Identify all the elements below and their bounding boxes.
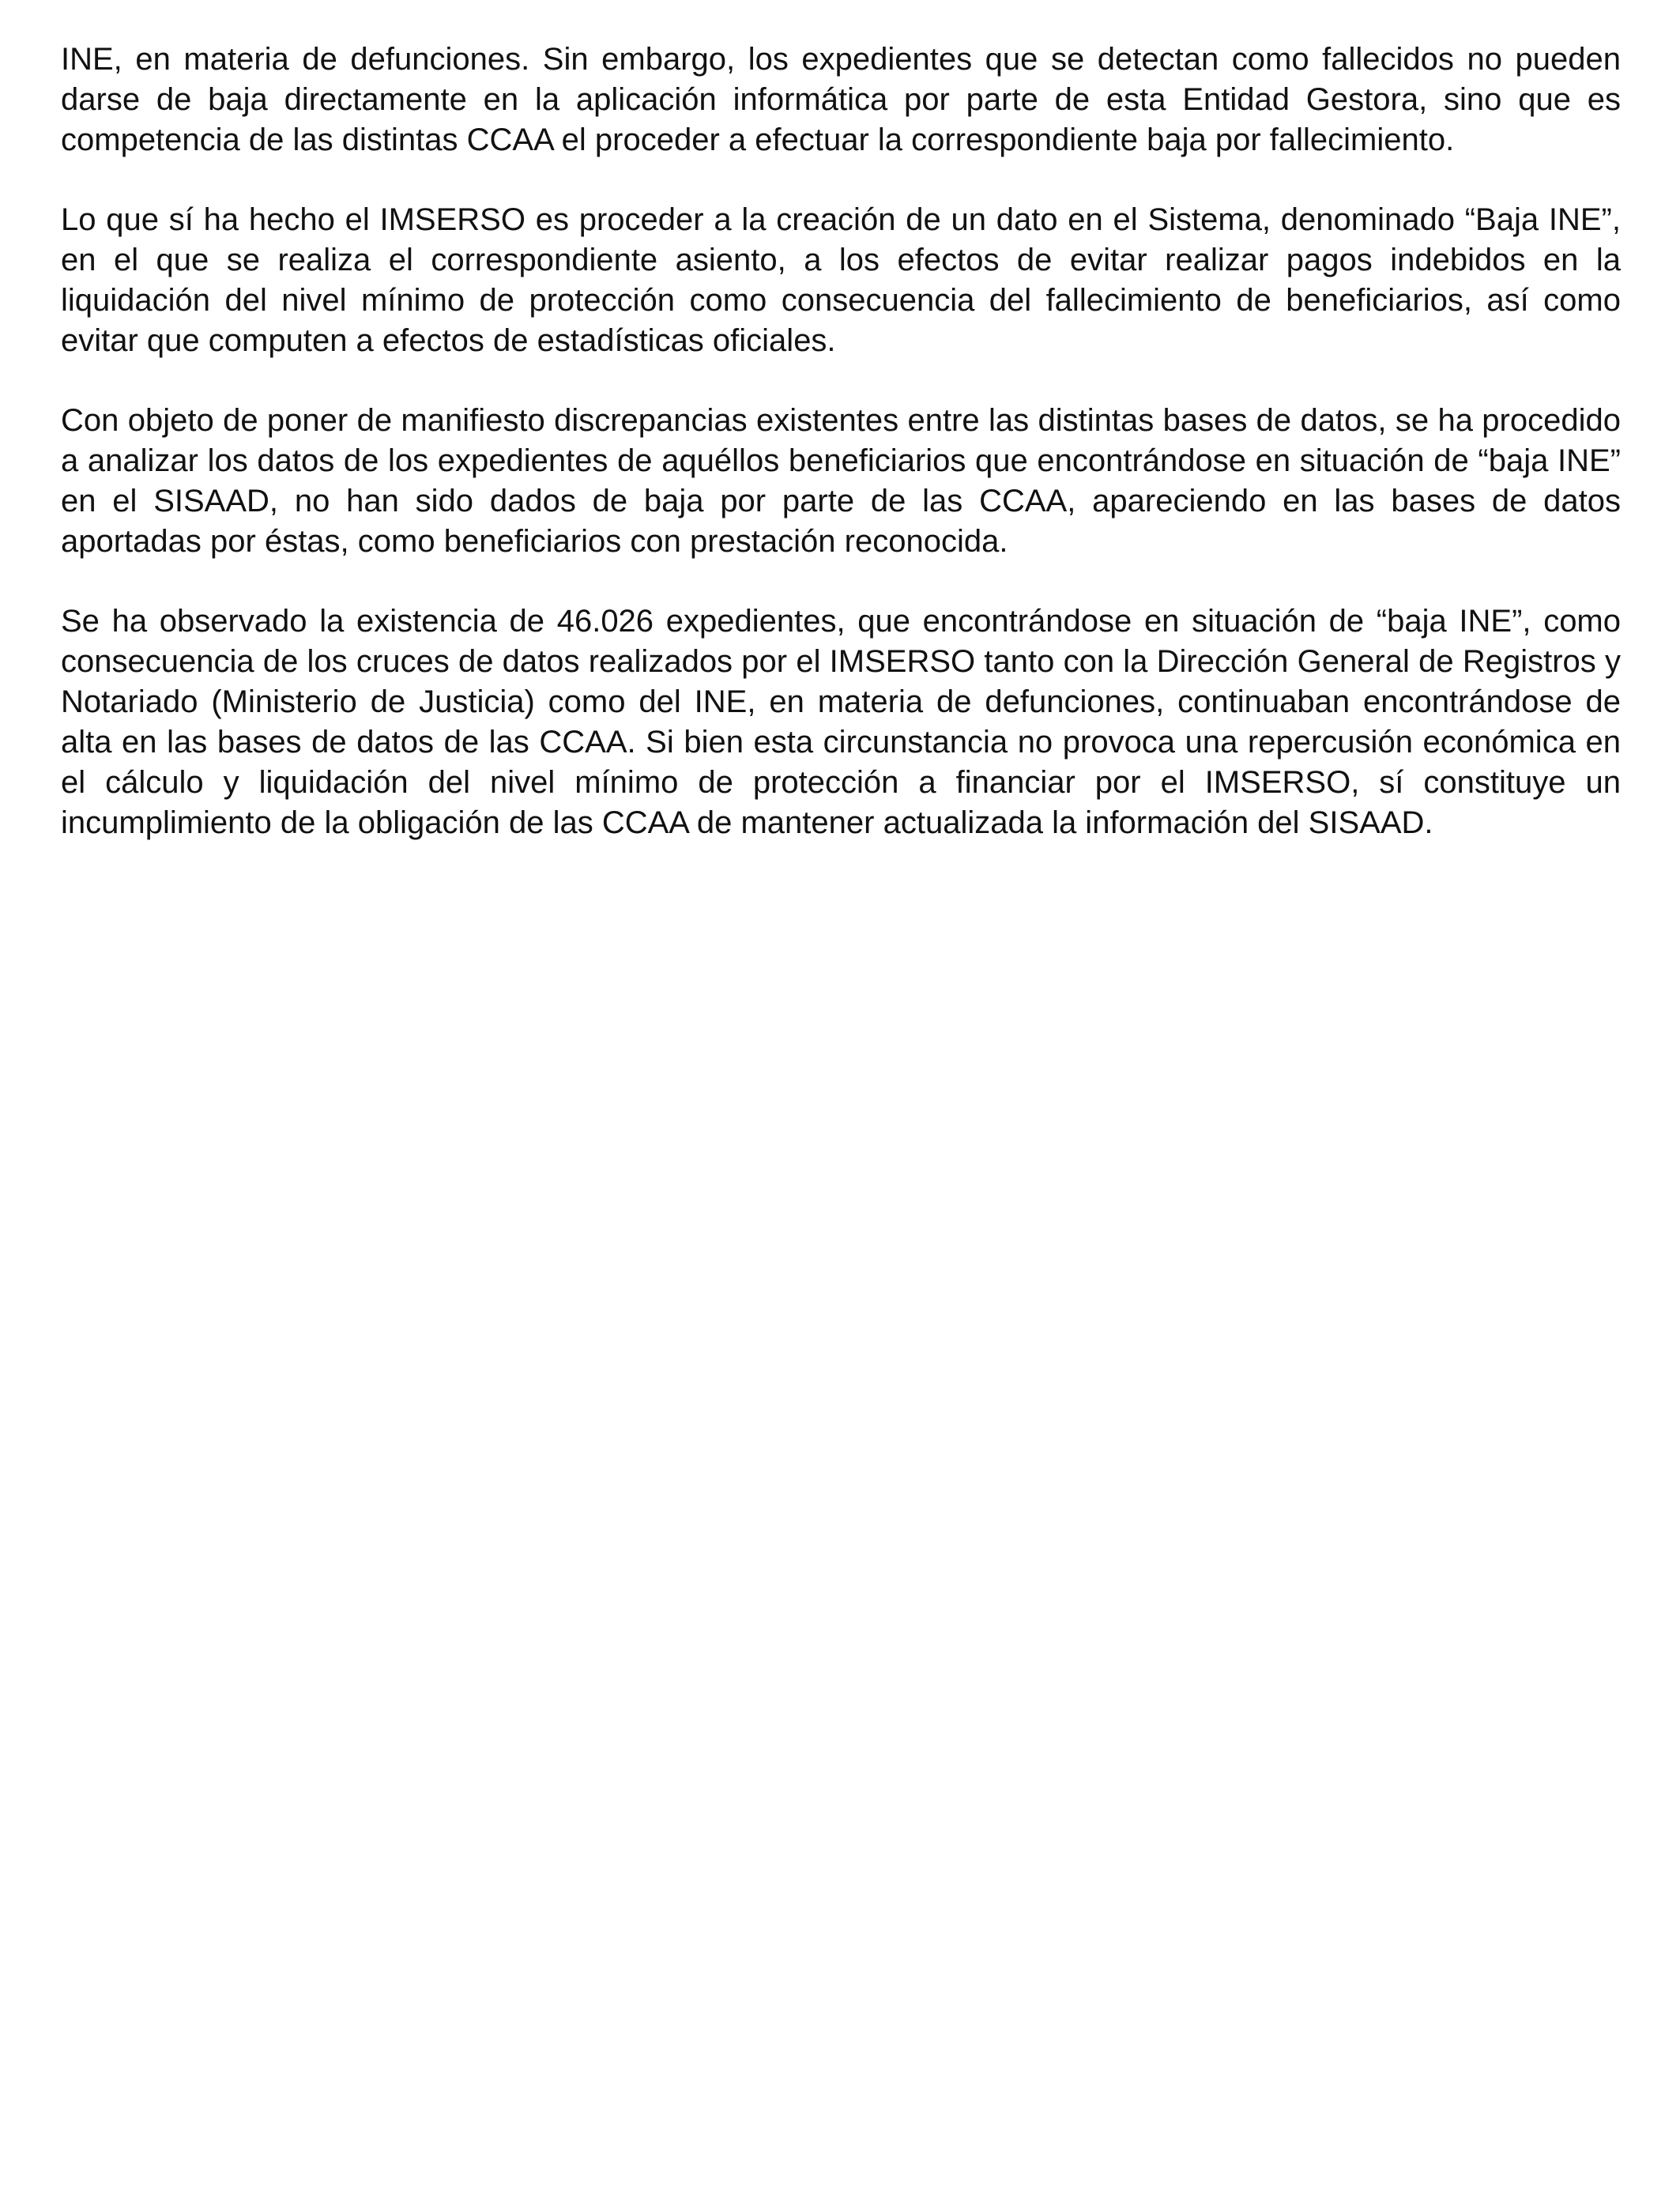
document-body xyxy=(61,40,1621,843)
paragraph-2: Lo que sí ha hecho el IMSERSO es proceder a la creación de un dato en el Sistema, denominado “Baja INE”, en el que se realiza el correspondiente asiento, a los efectos de evitar realizar pagos indebidos en la liquidación del nivel mínimo de protección como consecuencia del fallecimiento de beneficiarios, así como evitar que computen a efectos de estadísticas oficiales. xyxy=(61,202,1621,358)
paragraph-4: Se ha observado la existencia de 46.026 expedientes, que encontrándose en situación de “baja INE”, como consecuencia de los cruces de datos realizados por el IMSERSO tanto con la Dirección General de Registros y Notariado (Ministerio de Justicia) como del INE, en materia de defunciones, continuaban encontrándose de alta en las bases de datos de las CCAA. Si bien esta circunstancia no provoca una repercusión económica en el cálculo y liquidación del nivel mínimo de protección a financiar por el IMSERSO, sí constituye un incumplimiento de la obligación de las CCAA de mantener actualizada la información del SISAAD. xyxy=(61,604,1621,840)
paragraph-1: INE, en materia de defunciones. Sin embargo, los expedientes que se detectan como fallecidos no pueden darse de baja directamente en la aplicación informática por parte de esta Entidad Gestora, sino que es competencia de las distintas CCAA el proceder a efectuar la correspondiente baja por fallecimiento. xyxy=(61,42,1621,157)
paragraph-3: Con objeto de poner de manifiesto discrepancias existentes entre las distintas bases de datos, se ha procedido a analizar los datos de los expedientes de aquéllos beneficiarios que encontrándose en situación de “baja INE” en el SISAAD, no han sido dados de baja por parte de las CCAA, apareciendo en las bases de datos aportadas por éstas, como beneficiarios con prestación reconocida. xyxy=(61,403,1621,559)
